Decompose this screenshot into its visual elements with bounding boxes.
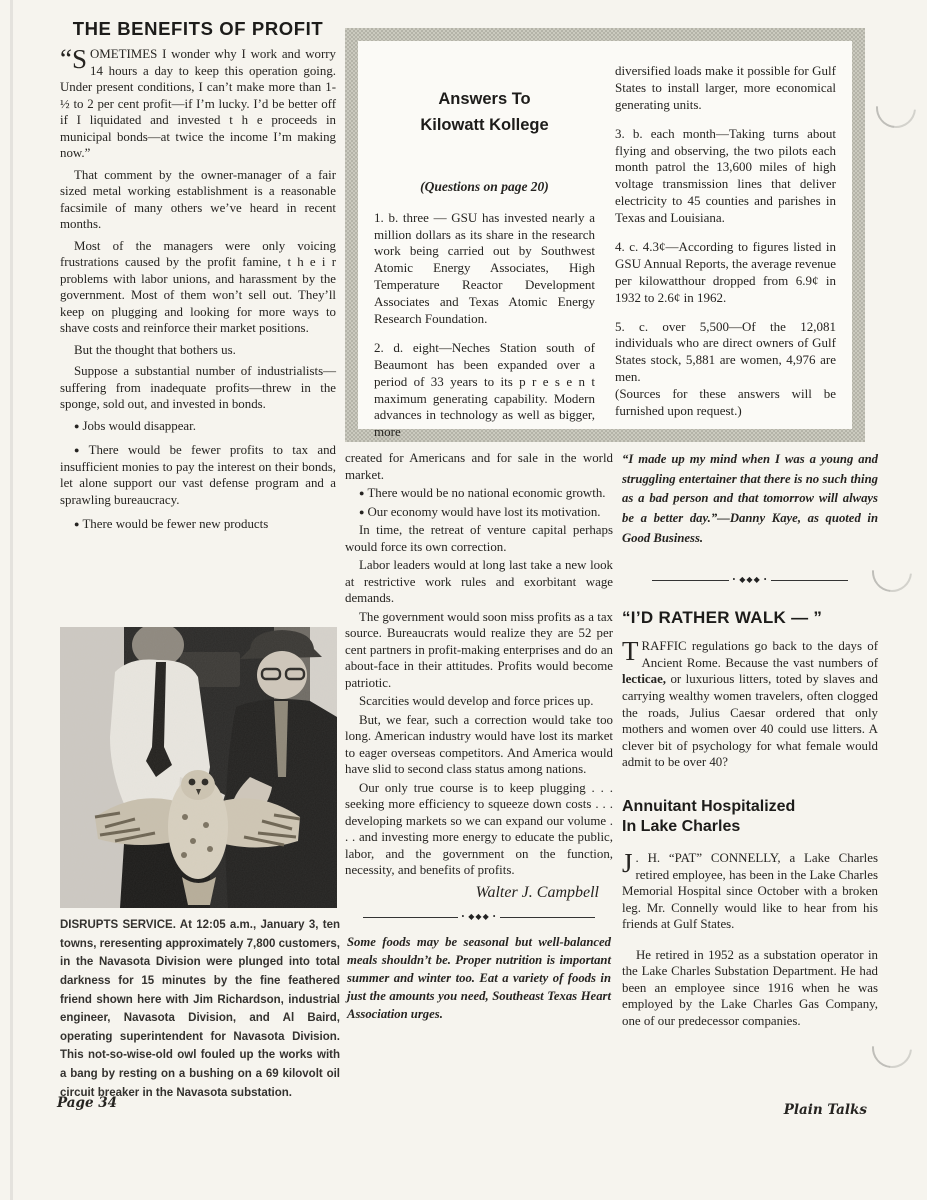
bullet-item (345, 504, 613, 521)
right-column (622, 450, 878, 1034)
bullet-text: There would be no national economic growth. (367, 486, 606, 501)
paragraph: Labor leaders would at long last take a new look at restrictive work rules and exorbitant wage demands. (345, 558, 613, 606)
annuitant-title-line2: In Lake Charles (622, 818, 741, 836)
owl-photo (60, 627, 337, 908)
article-title-annuitant-hospitalized (622, 797, 878, 839)
answer-item: 5. c. over 5,500—Of the 12,081 individuals who are direct owners of Gulf States stock, 5,881 are women, 4,976 are men. (615, 318, 836, 385)
nutrition-filler-note: Some foods may be seasonal but well-balanced meals shouldn’t be. Proper nutrition is important summer and winter too. Eat a variety of foods in just the amounts you need, Southeast Texas Heart Association urges. (347, 935, 611, 1022)
diamond-ornament-icon: • ◆◆◆ • (732, 575, 768, 585)
answer-item: 1. b. three — GSU has invested nearly a million dollars as its share in the research work being carried out by Southwest Atomic Energy Associates, High Temperature Reactor Development Associates and Texas Atomic Energy Research Foundation. (374, 209, 595, 327)
bullet-item (60, 418, 336, 435)
bullet-item (60, 516, 336, 533)
dropcap-initial: “S (60, 44, 87, 74)
bullet-icon: ● (74, 445, 86, 456)
article-title-id-rather-walk: “I’D RATHER WALK — ” (622, 608, 823, 628)
bullet-item (60, 442, 336, 508)
walk-article-body (622, 638, 878, 770)
publication-name: Plain Talks (783, 1102, 867, 1118)
answer-item: 2. d. eight—Neches Station south of Beaumont has been expanded over a period of 33 years to its p r e s e n t maximum generating capability. Modern advances in technology as well as bigger, more (374, 339, 595, 440)
bullet-icon: ● (359, 488, 365, 499)
kollege-title-line2: Kilowatt Kollege (420, 115, 549, 134)
paragraph: In time, the retreat of venture capital perhaps would force its own correction. (345, 523, 613, 554)
kollege-left-column (374, 59, 595, 440)
photo-caption (60, 916, 340, 1102)
punch-hole (868, 80, 924, 136)
paragraph-text: OMETIMES I wonder why I work and worry 14 hours a day to keep this operation going. Under present conditions, I can’t make more than 1-½ to 2 per cent profit—if I’m lucky. I’d be better off if I liquidated and invested t h e proceeds in municipal bonds—at twice the income I’m making now.” (60, 47, 336, 161)
diamond-ornament-icon: • ◆◆◆ • (461, 912, 497, 922)
paragraph (622, 850, 878, 933)
paragraph: But the thought that bothers us. (74, 342, 236, 357)
ornament-divider (652, 576, 848, 584)
kollege-right-column (615, 59, 836, 419)
paragraph: created for Americans and for sale in the world market. (345, 451, 613, 482)
caption-label: DISRUPTS SERVICE. (60, 919, 176, 931)
bullet-text: Our economy would have lost its motivation. (367, 504, 601, 519)
paragraph: That comment by the owner-manager of a fair sized metal working establishment is a reasonable facsimile of many others we’ve heard in recent months. (60, 167, 336, 232)
divider-rule (771, 580, 848, 581)
author-byline: Walter J. Campbell (475, 883, 599, 901)
kilowatt-kollege-box (345, 28, 865, 442)
answer-item: 4. c. 4.3¢—According to figures listed in GSU Annual Reports, the average revenue per kilowatthour dropped from 6.9¢ in 1932 to 2.6¢ in 1962. (615, 239, 836, 305)
benefits-article-continuation (345, 450, 613, 1024)
bullet-item (345, 485, 613, 502)
paragraph (60, 46, 336, 162)
owl-photo-illustration (60, 627, 337, 908)
danny-kaye-quote: “I made up my mind when I was a young and struggling entertainer that there is no such thing as a bad person and that tomorrow will always be a better day.”—Danny Kaye, as quoted in Good Business. (622, 452, 878, 545)
bullet-icon: ● (74, 519, 80, 530)
annuitant-title-line1: Annuitant Hospitalized (622, 797, 796, 815)
bullet-text: There would be fewer new products (82, 517, 269, 532)
bullet-text: There would be fewer profits to tax and insufficient monies to pay the interest on their bonds, let alone support our vast defense program and a sprawling bureaucracy. (60, 443, 337, 507)
divider-rule (500, 917, 595, 918)
emphasized-word: lecticae, (622, 672, 667, 687)
ornament-divider (363, 913, 595, 921)
paragraph (622, 638, 878, 770)
bullet-text: Jobs would disappear. (82, 418, 196, 433)
article-title-benefits-of-profit: THE BENEFITS OF PROFIT (72, 18, 324, 39)
paragraph-text: RAFFIC regulations go back to the days of Ancient Rome. Because the vast numbers of (641, 639, 878, 670)
paragraph: The government would soon miss profits as a tax source. Bureaucrats would realize they are 52 per cent partners in profit-making enterprises and do an about-face in their attitudes. Profits would become patriotic. (345, 609, 613, 690)
paragraph: But, we fear, such a correction would take too long. American industry would have lost its market to eager overseas competitors. And America would have slid to second class status among nations. (345, 712, 613, 777)
paragraph: Most of the managers were only voicing frustrations caused by the profit famine, t h e i r problems with labor unions, and harassment by the government. Most of them won’t sell out. They’ll keep on plugging and looking for more ways to shave costs and reinforce their market positions. (60, 238, 336, 336)
paragraph: Our only true course is to keep plugging . . . seeking more efficiency to squeeze down costs . . . developing markets so we can expand our volume . . . and investing more energy to educate the public, labor, and the government on the function, necessity, and benefits of profits. (345, 780, 613, 878)
paragraph: Suppose a substantial number of industrialists—suffering from inadequate profits—threw in the sponge, sold out, and invested in bonds. (60, 364, 336, 412)
paragraph: He retired in 1952 as a substation operator in the Lake Charles Substation Department. He had been an employee since 1916 when he was employed by the Lake Charles Gas Company, one of our predecessor companies. (622, 947, 878, 1028)
answer-continuation: diversified loads make it possible for Gulf States to install larger, more economical generating units. (615, 63, 836, 112)
page-number: Page 34 (57, 1095, 118, 1111)
dropcap-initial: J (622, 848, 633, 879)
bullet-icon: ● (74, 420, 80, 431)
kollege-subtitle: (Questions on page 20) (420, 179, 549, 195)
bullet-icon: ● (359, 506, 365, 517)
answer-item: 3. b. each month—Taking turns about flying and observing, the two pilots each month patrol the 13,600 miles of high voltage transmission lines that deliver electricity to 45 counties and parishes in Texas and Louisiana. (615, 125, 836, 226)
paragraph-text: . H. “PAT” CONNELLY, a Lake Charles retired employee, has been in the Lake Charles Memorial Hospital since October with a broken leg. Mr. Connelly would like to hear from his friends at Gulf States. (622, 851, 878, 932)
caption-text: At 12:05 a.m., January 3, ten towns, reresenting approximately 7,800 customers, in the Navasota Division were plunged into total darkness for 15 minutes by the fine feathered friend shown here with Jim Richardson, industrial engineer, Navasota Division, and Al Baird, operating superintendent for Navasota Division. This not-so-wise-old owl fouled up the works with a bang by resting on a bushing on a 69 kilovolt oil circuit breaker in the Navasota substation. (60, 919, 340, 1099)
paragraph: Scarcities would develop and force prices up. (359, 694, 594, 709)
answer-note: (Sources for these answers will be furnished upon request.) (615, 386, 836, 419)
benefits-article-body (60, 46, 336, 538)
dropcap-initial: T (622, 636, 639, 667)
divider-rule (652, 580, 729, 581)
annuitant-article-body (622, 850, 878, 1029)
divider-rule (363, 917, 458, 918)
paragraph-text: or luxurious litters, toted by slaves and carrying wealthy women travelers, often clogged the roads, Julius Caesar ordered that only mothers and women over 40 could use litters. A clever bit of psychology for what female would admit to be over 40? (622, 672, 878, 770)
kollege-title (374, 87, 595, 138)
kollege-title-line1: Answers To (438, 90, 531, 108)
